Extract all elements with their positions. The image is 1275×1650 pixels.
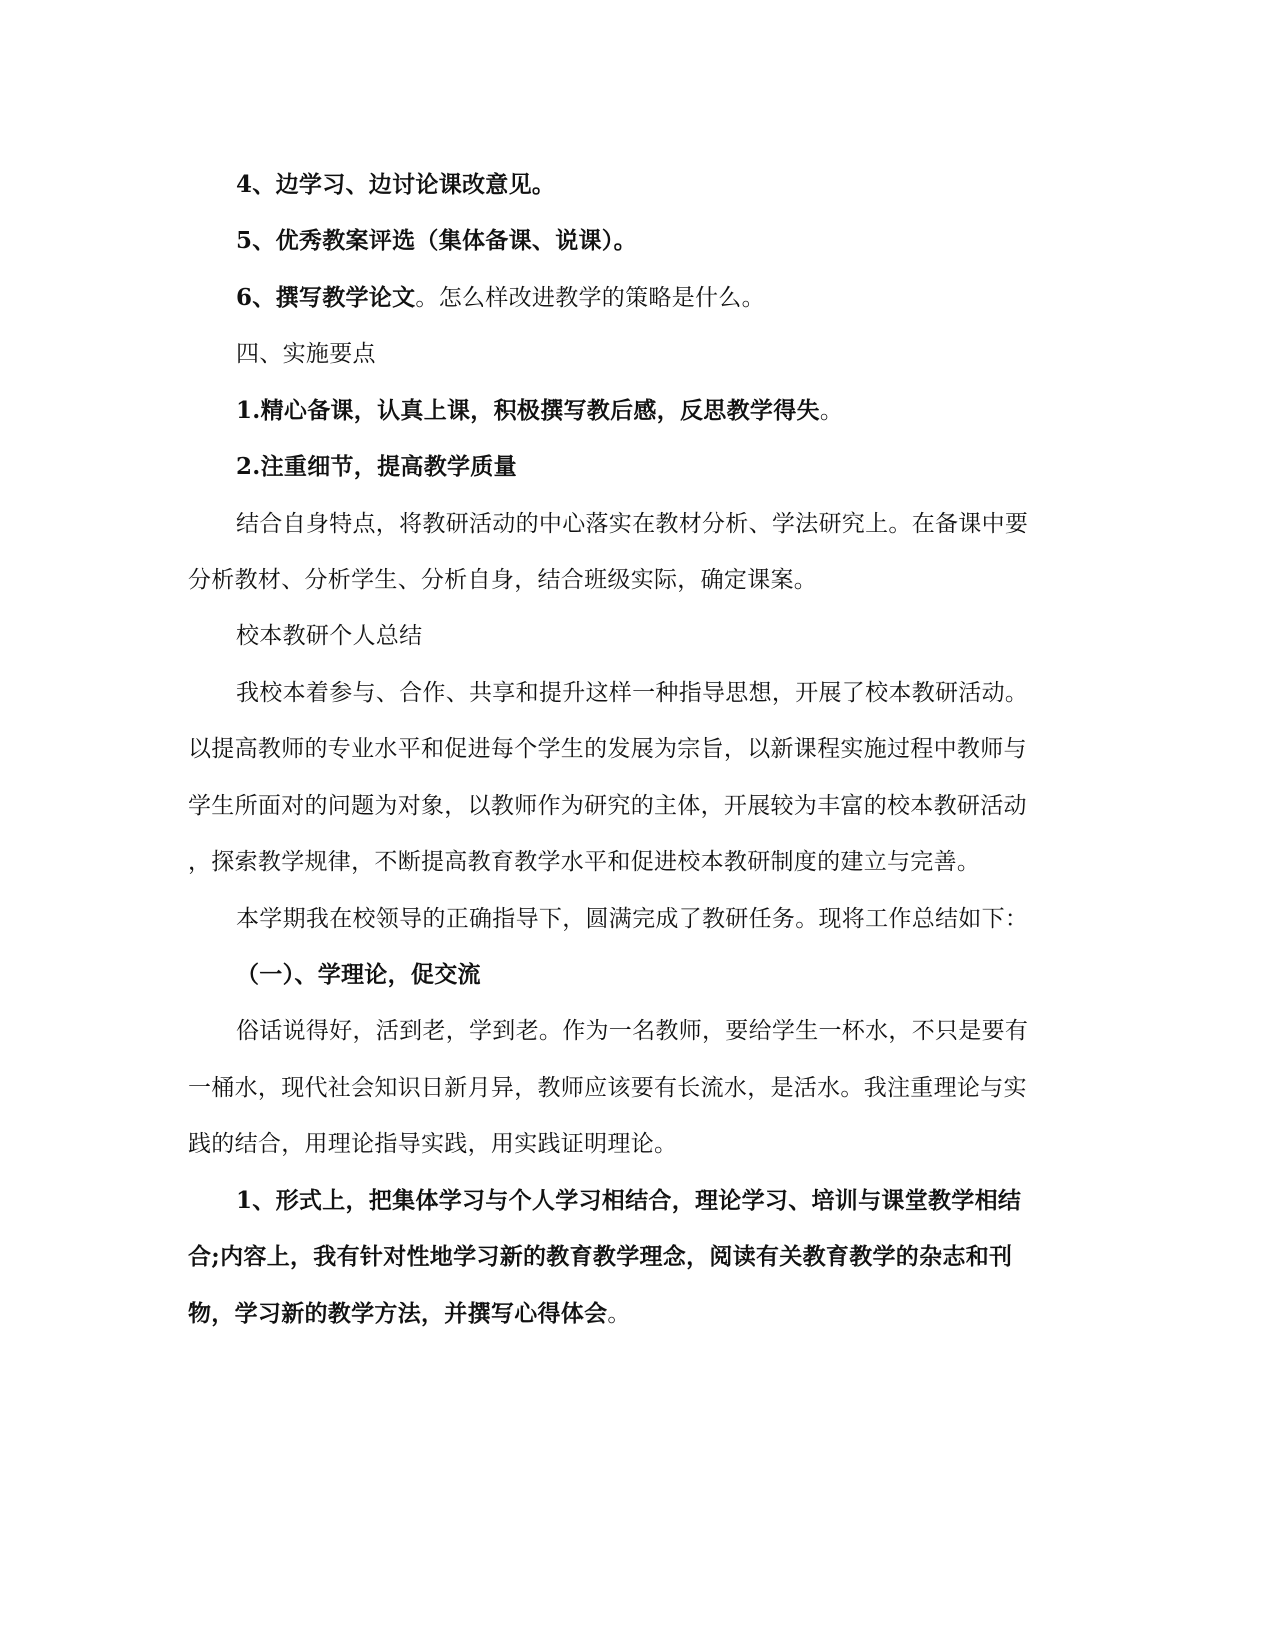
point-1 <box>236 397 1136 425</box>
paragraph-4-line-3: 践的结合，用理论指导实践，用实践证明理论。 <box>188 1131 678 1157</box>
paragraph-5-line-3-end: 。 <box>607 1301 631 1327</box>
paragraph-2-line-2: 以提高教师的专业水平和促进每个学生的发展为宗旨，以新课程实施过程中教师与 <box>188 736 1027 762</box>
paragraph-5-line-3-bold: 物，学习新的教学方法，并撰写心得体会 <box>188 1300 608 1327</box>
paragraph-5-line-1: 1、形式上，把集体学习与个人学习相结合，理论学习、培训与课堂教学相结 <box>236 1187 1022 1214</box>
paragraph-2-line-4: ，探索教学规律，不断提高教育教学水平和促进校本教研制度的建立与完善。 <box>188 849 981 875</box>
list-item-5: 5、优秀教案评选（集体备课、说课）。 <box>236 227 637 254</box>
point-1-bold: 1.精心备课，认真上课，积极撰写教后感，反思教学得失 <box>236 397 820 424</box>
point-1-end: 。 <box>819 398 844 424</box>
paragraph-5-line-3 <box>188 1300 1088 1328</box>
list-item-6-bold: 6、撰写教学论文 <box>236 284 416 311</box>
list-item-6-rest: 。怎么样改进教学的策略是什么。 <box>415 285 765 311</box>
section-heading-implementation: 四、实施要点 <box>236 341 376 367</box>
subheading-1: （一）、学理论，促交流 <box>236 961 481 988</box>
paragraph-5-line-2: 合;内容上，我有针对性地学习新的教育教学理念，阅读有关教育教学的杂志和刊 <box>188 1243 1013 1270</box>
paragraph-2-line-3: 学生所面对的问题为对象，以教师作为研究的主体，开展较为丰富的校本教研活动 <box>188 793 1027 819</box>
paragraph-4-line-1: 俗话说得好，活到老，学到老。作为一名教师，要给学生一杯水，不只是要有 <box>236 1018 1029 1044</box>
paragraph-2-line-1: 我校本着参与、合作、共享和提升这样一种指导思想，开展了校本教研活动。 <box>236 680 1029 706</box>
paragraph-1-line-1: 结合自身特点，将教研活动的中心落实在教材分析、学法研究上。在备课中要 <box>236 511 1029 537</box>
point-2: 2.注重细节，提高教学质量 <box>236 453 517 480</box>
summary-title: 校本教研个人总结 <box>236 623 423 649</box>
list-item-4: 4、边学习、边讨论课改意见。 <box>236 171 556 198</box>
paragraph-3: 本学期我在校领导的正确指导下，圆满完成了教研任务。现将工作总结如下： <box>236 906 1029 932</box>
paragraph-4-line-2: 一桶水，现代社会知识日新月异，教师应该要有长流水，是活水。我注重理论与实 <box>188 1075 1027 1101</box>
list-item-6 <box>236 284 1136 312</box>
paragraph-1-line-2: 分析教材、分析学生、分析自身，结合班级实际，确定课案。 <box>188 567 818 593</box>
